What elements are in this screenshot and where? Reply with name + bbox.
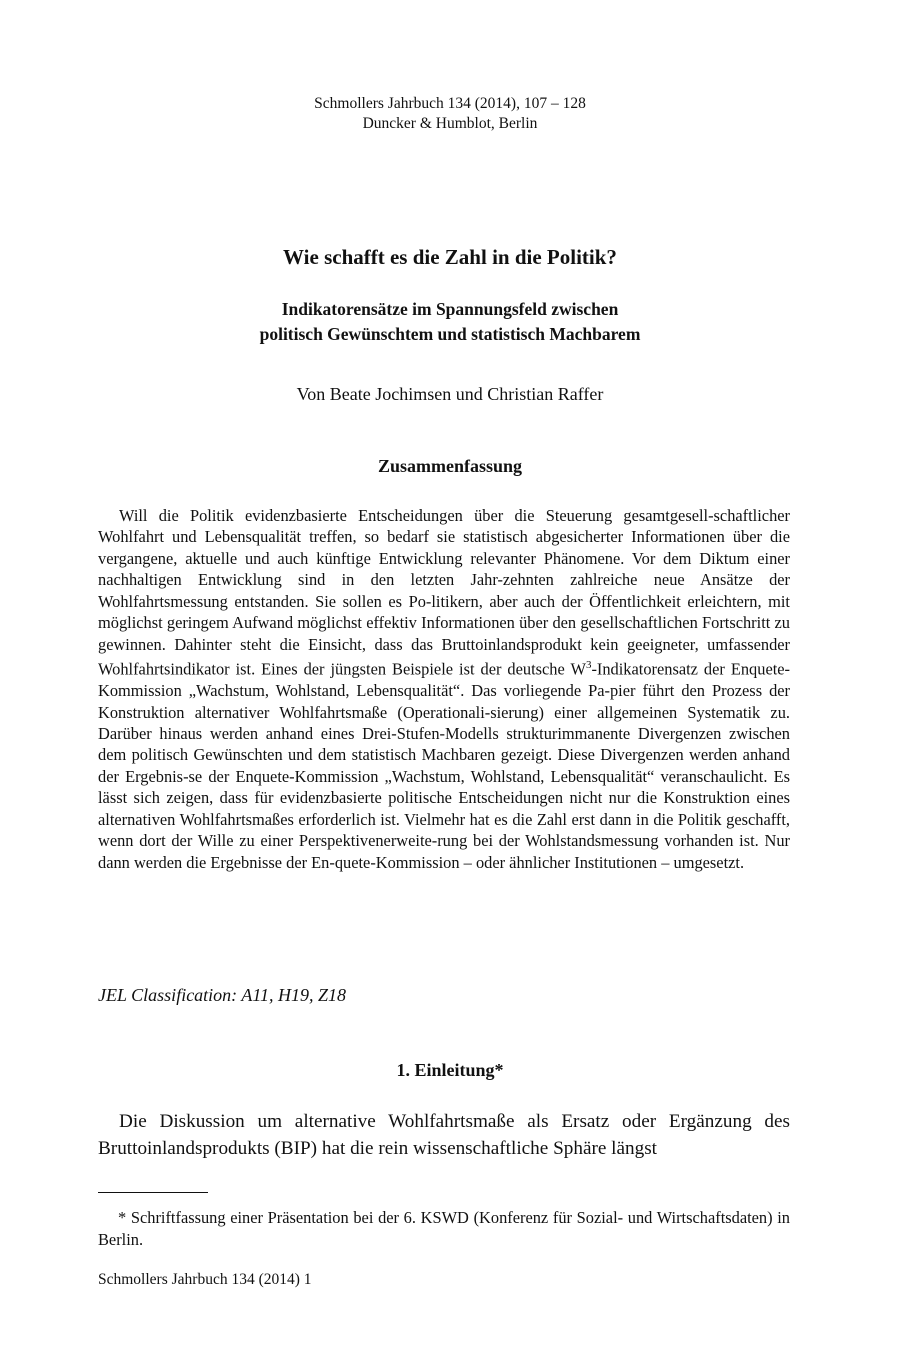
intro-paragraph: Die Diskussion um alternative Wohlfahrtsmaße als Ersatz oder Ergänzung des Bruttoinlandsprodukts (BIP) hat die rein wissenschaftliche Sphäre längst bbox=[98, 1111, 790, 1159]
superscript-3: 3 bbox=[585, 659, 592, 672]
footnote-divider bbox=[98, 1192, 208, 1193]
publisher-line: Duncker & Humblot, Berlin bbox=[362, 115, 538, 132]
subtitle-line-1: Indikatorensätze im Spannungsfeld zwischen bbox=[281, 299, 619, 319]
abstract-text-part-1: Will die Politik evidenzbasierte Entscheidungen über die Steuerung gesamtgesell-schaftlicher Wohlfahrt und Lebensqualität treffen, so bedarf sie statistisch abgesicherter Informationen über die vergangene, aktuelle und auch künftige Entwicklung relevanter Phänomene. Vor dem Diktum einer nachhaltigen Entwicklung sind in den letzten Jahr-zehnten zahlreiche neue Ansätze der Wohlfahrtsmessung entstanden. Sie sollen es Po-litikern, aber auch der Öffentlichkeit erleichtern, mit möglichst geringem Aufwand möglichst effektiv Informationen über den gesellschaftlichen Fortschritt zu gewinnen. Dahinter steht die Einsicht, dass das Bruttoinlandsprodukt kein geeigneter, umfassender Wohlfahrtsindikator ist. Eines der jüngsten Beispiele ist der deutsche W bbox=[98, 506, 790, 679]
article-subtitle bbox=[0, 297, 900, 347]
abstract-body bbox=[98, 505, 790, 873]
abstract-heading: Zusammenfassung bbox=[377, 456, 523, 476]
abstract-text-part-2: -Indikatorensatz der Enquete-Kommission „Wachstum, Wohlstand, Lebensqualität“. Das vorliegende Pa-pier führt den Prozess der Konstruktion alternativer Wohlfahrtsmaße (Operationali-sierung) einer allgemeinen Systematik zu. Darüber hinaus werden anhand eines Drei-Stufen-Modells strukturimmanente Divergenzen zwischen dem politisch Gewünschten und dem statistisch Machbaren gezeigt. Diese Divergenzen werden anhand der Ergebnis-se der Enquete-Kommission „Wachstum, Wohlstand, Lebensqualität“ veranschaulicht. Es lässt sich zeigen, dass für evidenzbasierte politische Entscheidungen nicht nur die Konstruktion eines alternativen Wohlfahrtsmaßes erforderlich ist. Vielmehr hat es die Zahl erst dann in die Politik geschafft, wenn dort der Wille zu einer Perspektivenerweite-rung bei der Wohlstandsmessung vorhanden ist. Nur dann werden die Ergebnisse der En-quete-Kommission – oder ähnlicher Institutionen – umgesetzt. bbox=[98, 659, 791, 872]
subtitle-line-2: politisch Gewünschtem und statistisch Machbarem bbox=[259, 324, 641, 344]
section-heading-einleitung: 1. Einleitung* bbox=[396, 1060, 504, 1080]
page-footer: Schmollers Jahrbuch 134 (2014) 1 bbox=[98, 1271, 312, 1288]
author-line: Von Beate Jochimsen und Christian Raffer bbox=[296, 384, 604, 404]
jel-classification: JEL Classification: A11, H19, Z18 bbox=[98, 985, 347, 1005]
journal-citation: Schmollers Jahrbuch 134 (2014), 107 – 128 bbox=[314, 95, 586, 112]
article-title: Wie schafft es die Zahl in die Politik? bbox=[283, 245, 617, 269]
footnote: * Schriftfassung einer Präsentation bei der 6. KSWD (Konferenz für Sozial- und Wirtschaftsdaten) in Berlin. bbox=[98, 1208, 790, 1249]
journal-header bbox=[0, 94, 900, 134]
